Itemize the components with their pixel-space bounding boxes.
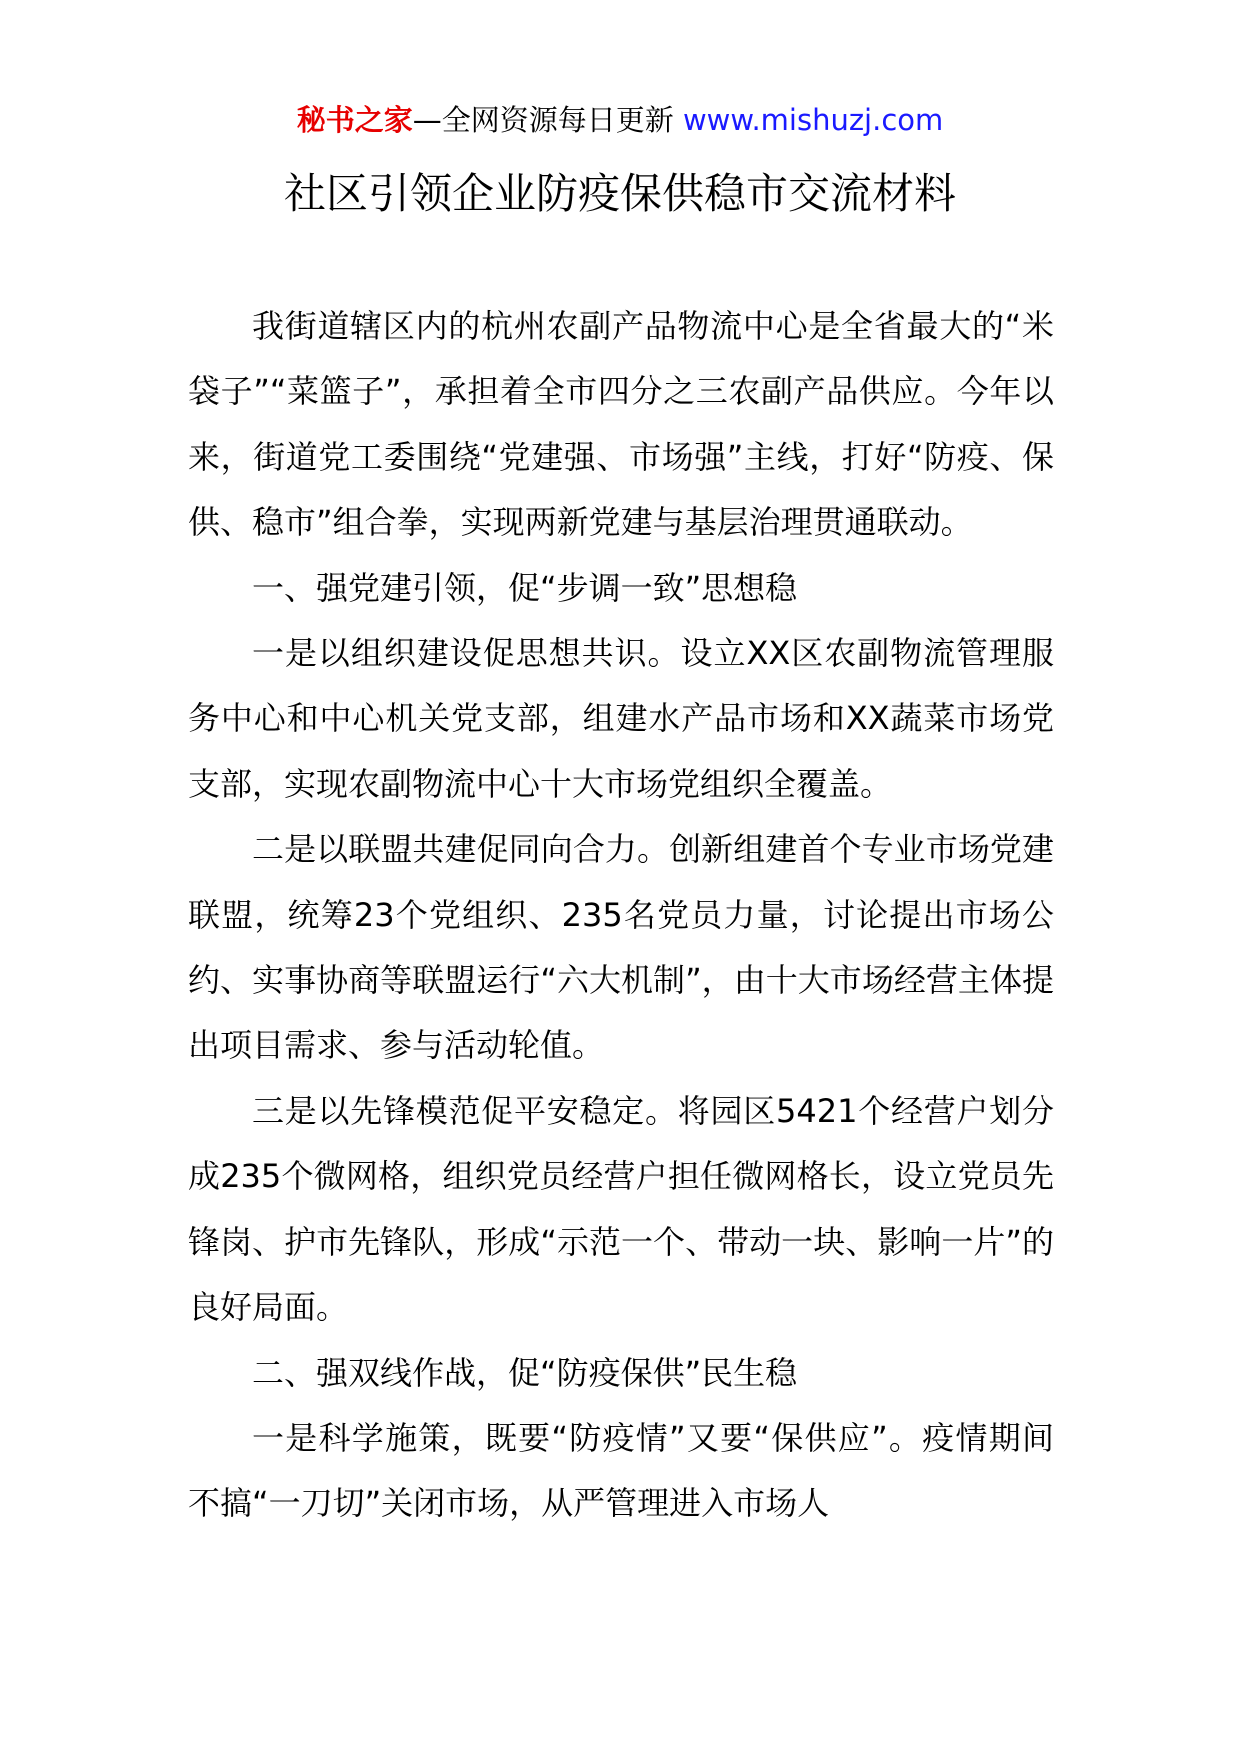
- section-heading-1: 一、强党建引领，促“步调一致”思想稳: [252, 568, 798, 607]
- paragraph-policy: 一是科学施策，既要“防疫情”又要“保供应”。疫情期间不搞“一刀切”关闭市场，从严管理进入市场人: [188, 1418, 1054, 1523]
- site-url-link[interactable]: www.mishuzj.com: [682, 103, 944, 137]
- paragraph-organization: 一是以组织建设促思想共识。设立XX区农副物流管理服务中心和中心机关党支部，组建水产品市场和XX蔬菜市场党支部，实现农副物流中心十大市场党组织全覆盖。: [188, 634, 1054, 803]
- document-body: [188, 294, 1054, 1537]
- paragraph-alliance: 二是以联盟共建促同向合力。创新组建首个专业市场党建联盟，统筹23个党组织、235名党员力量，讨论提出市场公约、实事协商等联盟运行“六大机制”，由十大市场经营主体提出项目需求、参与活动轮值。: [188, 830, 1054, 1065]
- paragraph-intro: 我街道辖区内的杭州农副产品物流中心是全省最大的“米袋子”“菜篮子”，承担着全市四分之三农副产品供应。今年以来，街道党工委围绕“党建强、市场强”主线，打好“防疫、保供、稳市”组合拳，实现两新党建与基层治理贯通联动。: [188, 307, 1054, 542]
- site-header: [0, 100, 1240, 140]
- site-tagline: —全网资源每日更新: [412, 103, 674, 137]
- section-heading-2: 二、强双线作战，促“防疫保供”民生稳: [252, 1353, 798, 1392]
- site-brand: 秘书之家: [296, 103, 413, 137]
- document-title: 社区引领企业防疫保供稳市交流材料: [283, 169, 956, 218]
- paragraph-pioneer: 三是以先锋模范促平安稳定。将园区5421个经营户划分成235个微网格，组织党员经营户担任微网格长，设立党员先锋岗、护市先锋队，形成“示范一个、带动一块、影响一片”的良好局面。: [188, 1091, 1054, 1327]
